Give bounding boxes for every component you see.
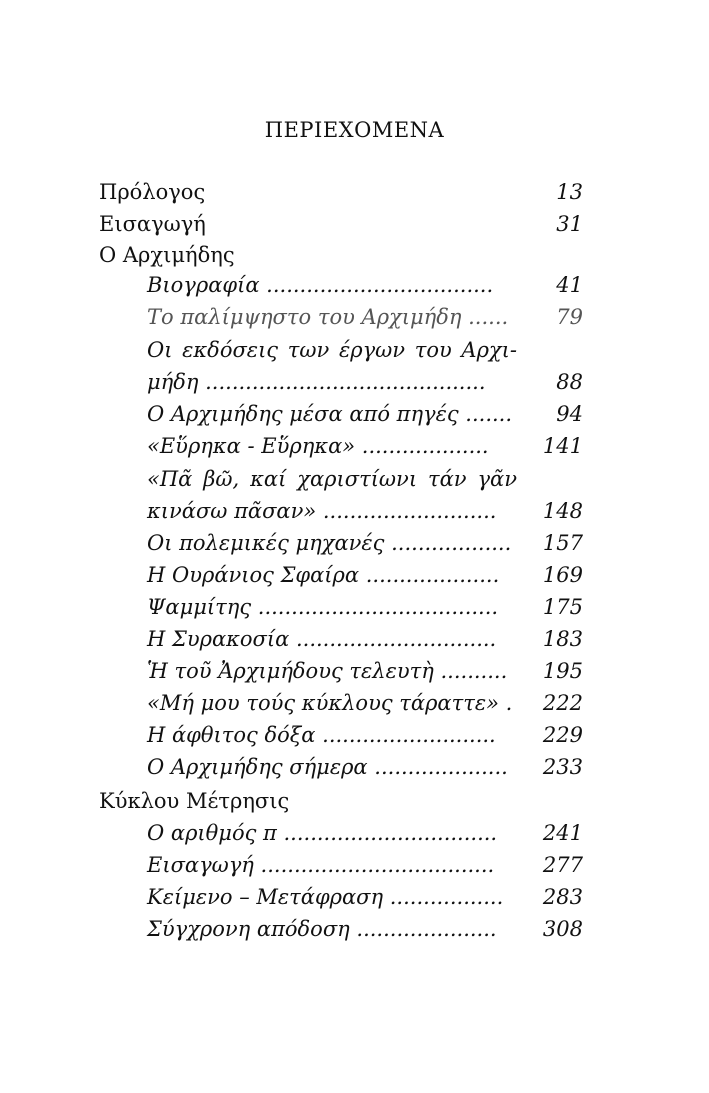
toc-entry-introduction-2: Εισαγωγή ................................... [147, 853, 495, 877]
toc-page-number: 183 [542, 627, 583, 651]
toc-entry-lever-line1: «Πᾶ βῶ, καί χαριστίωνι τάν γᾶν [147, 467, 517, 491]
toc-page-number: 277 [542, 853, 583, 877]
toc-page-number: 229 [542, 723, 583, 747]
toc-page-number: 195 [542, 659, 583, 683]
toc-page-number: 41 [556, 273, 583, 297]
toc-entry-editions-line1: Οι εκδόσεις των έργων του Αρχι- [147, 338, 517, 362]
toc-page-number: 79 [556, 305, 583, 329]
toc-entry-death: Ἡ τοῦ Ἀρχιμήδους τελευτὴ .......... [147, 659, 508, 683]
toc-entry-war-machines: Οι πολεμικές μηχανές .................. [147, 531, 512, 555]
toc-page-number: 169 [542, 563, 583, 587]
toc-entry-today: Ο Αρχιμήδης σήμερα .................... [147, 755, 508, 779]
toc-page-number: 283 [542, 885, 583, 909]
toc-entry-biography: Βιογραφία .................................. [147, 273, 494, 297]
toc-entry-text-translation: Κείμενο – Μετάφραση ................. [147, 885, 504, 909]
toc-page-number: 308 [542, 917, 583, 941]
toc-page-number: 88 [556, 370, 583, 394]
toc-entry-prologue: Πρόλογος [99, 180, 206, 204]
toc-entry-lever-line2: κινάσω πᾶσαν» .......................... [147, 499, 497, 523]
toc-section-archimedes: Ο Αρχιμήδης [99, 243, 235, 267]
toc-section-circle-measurement: Κύκλου Μέτρησις [99, 789, 290, 813]
toc-page-number: 148 [542, 499, 583, 523]
toc-entry-modern-rendering: Σύγχρονη απόδοση ..................... [147, 917, 497, 941]
toc-entry-syracusia: Η Συρακοσία .............................. [147, 627, 497, 651]
toc-entry-circles: «Μή μου τούς κύκλους τάραττε» . [147, 691, 513, 715]
toc-page-number: 222 [542, 691, 583, 715]
toc-entry-glory: Η άφθιτος δόξα .......................... [147, 723, 496, 747]
toc-page-number: 141 [542, 434, 583, 458]
toc-entry-eureka: «Εὕρηκα - Εὕρηκα» ................... [147, 434, 489, 458]
toc-entry-editions-line2: μήδη .......................................... [147, 370, 486, 394]
toc-entry-sources: Ο Αρχιμήδης μέσα από πηγές ....... [147, 402, 513, 426]
toc-entry-introduction: Εισαγωγή [99, 212, 206, 236]
toc-entry-celestial-sphere: Η Ουράνιος Σφαίρα .................... [147, 563, 500, 587]
toc-entry-pi: Ο αριθμός π ................................ [147, 821, 498, 845]
toc-page-number: 13 [556, 180, 583, 204]
toc-entry-sand-reckoner: Ψαμμίτης .................................... [147, 595, 499, 619]
toc-page-number: 31 [556, 212, 583, 236]
toc-page-number: 94 [556, 402, 583, 426]
page-title: ΠΕΡΙΕΧΟΜΕΝΑ [264, 118, 445, 142]
toc-page-number: 233 [542, 755, 583, 779]
toc-page-number: 241 [542, 821, 583, 845]
toc-page-number: 157 [542, 531, 583, 555]
toc-entry-palimpsest: Το παλίμψηστο του Αρχιμήδη ...... [147, 305, 509, 329]
toc-page-number: 175 [542, 595, 583, 619]
